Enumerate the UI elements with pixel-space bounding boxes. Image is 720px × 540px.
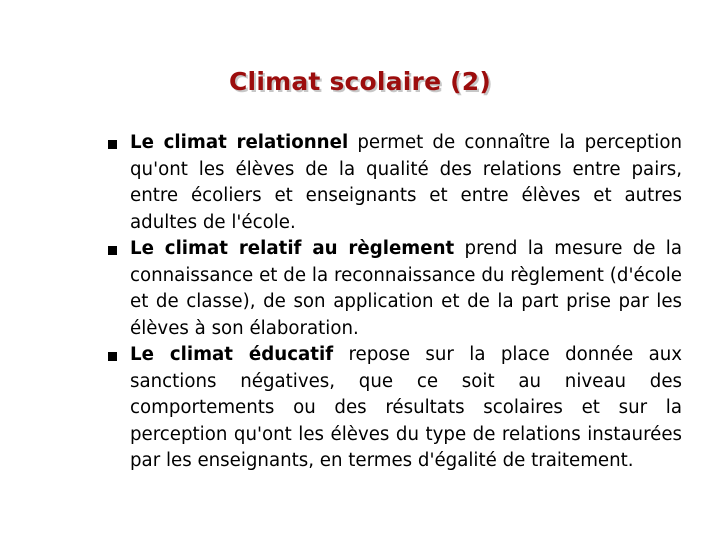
square-bullet-icon: [108, 140, 117, 149]
bullet-lead: Le climat relationnel: [130, 132, 349, 153]
square-bullet-icon: [108, 352, 117, 361]
bullet-item-relational-climate: [108, 130, 682, 236]
bullet-text: repose sur la place donnée aux sanctions négatives, que ce soit au niveau des comportements ou des résultats scolaires et sur la perception qu'ont les élèves du type de relations instaurées par les enseignants, en termes d'égalité de traitement.: [130, 344, 682, 471]
bullet-item-rules-climate: [108, 236, 682, 342]
bullet-item-educational-climate: [108, 342, 682, 475]
bullet-list: [108, 130, 682, 475]
bullet-text: permet de connaître la perception qu'ont les élèves de la qualité des relations entre pairs, entre écoliers et enseignants et entre élèves et autres adultes de l'école.: [130, 132, 682, 233]
bullet-lead: Le climat éducatif: [130, 344, 334, 365]
square-bullet-icon: [108, 246, 117, 255]
bullet-lead: Le climat relatif au règlement: [130, 238, 455, 259]
slide-title: Climat scolaire (2): [229, 67, 491, 96]
bullet-text: prend la mesure de la connaissance et de la reconnaissance du règlement (d'école et de classe), de son application et de la part prise par les élèves à son élaboration.: [130, 238, 682, 339]
